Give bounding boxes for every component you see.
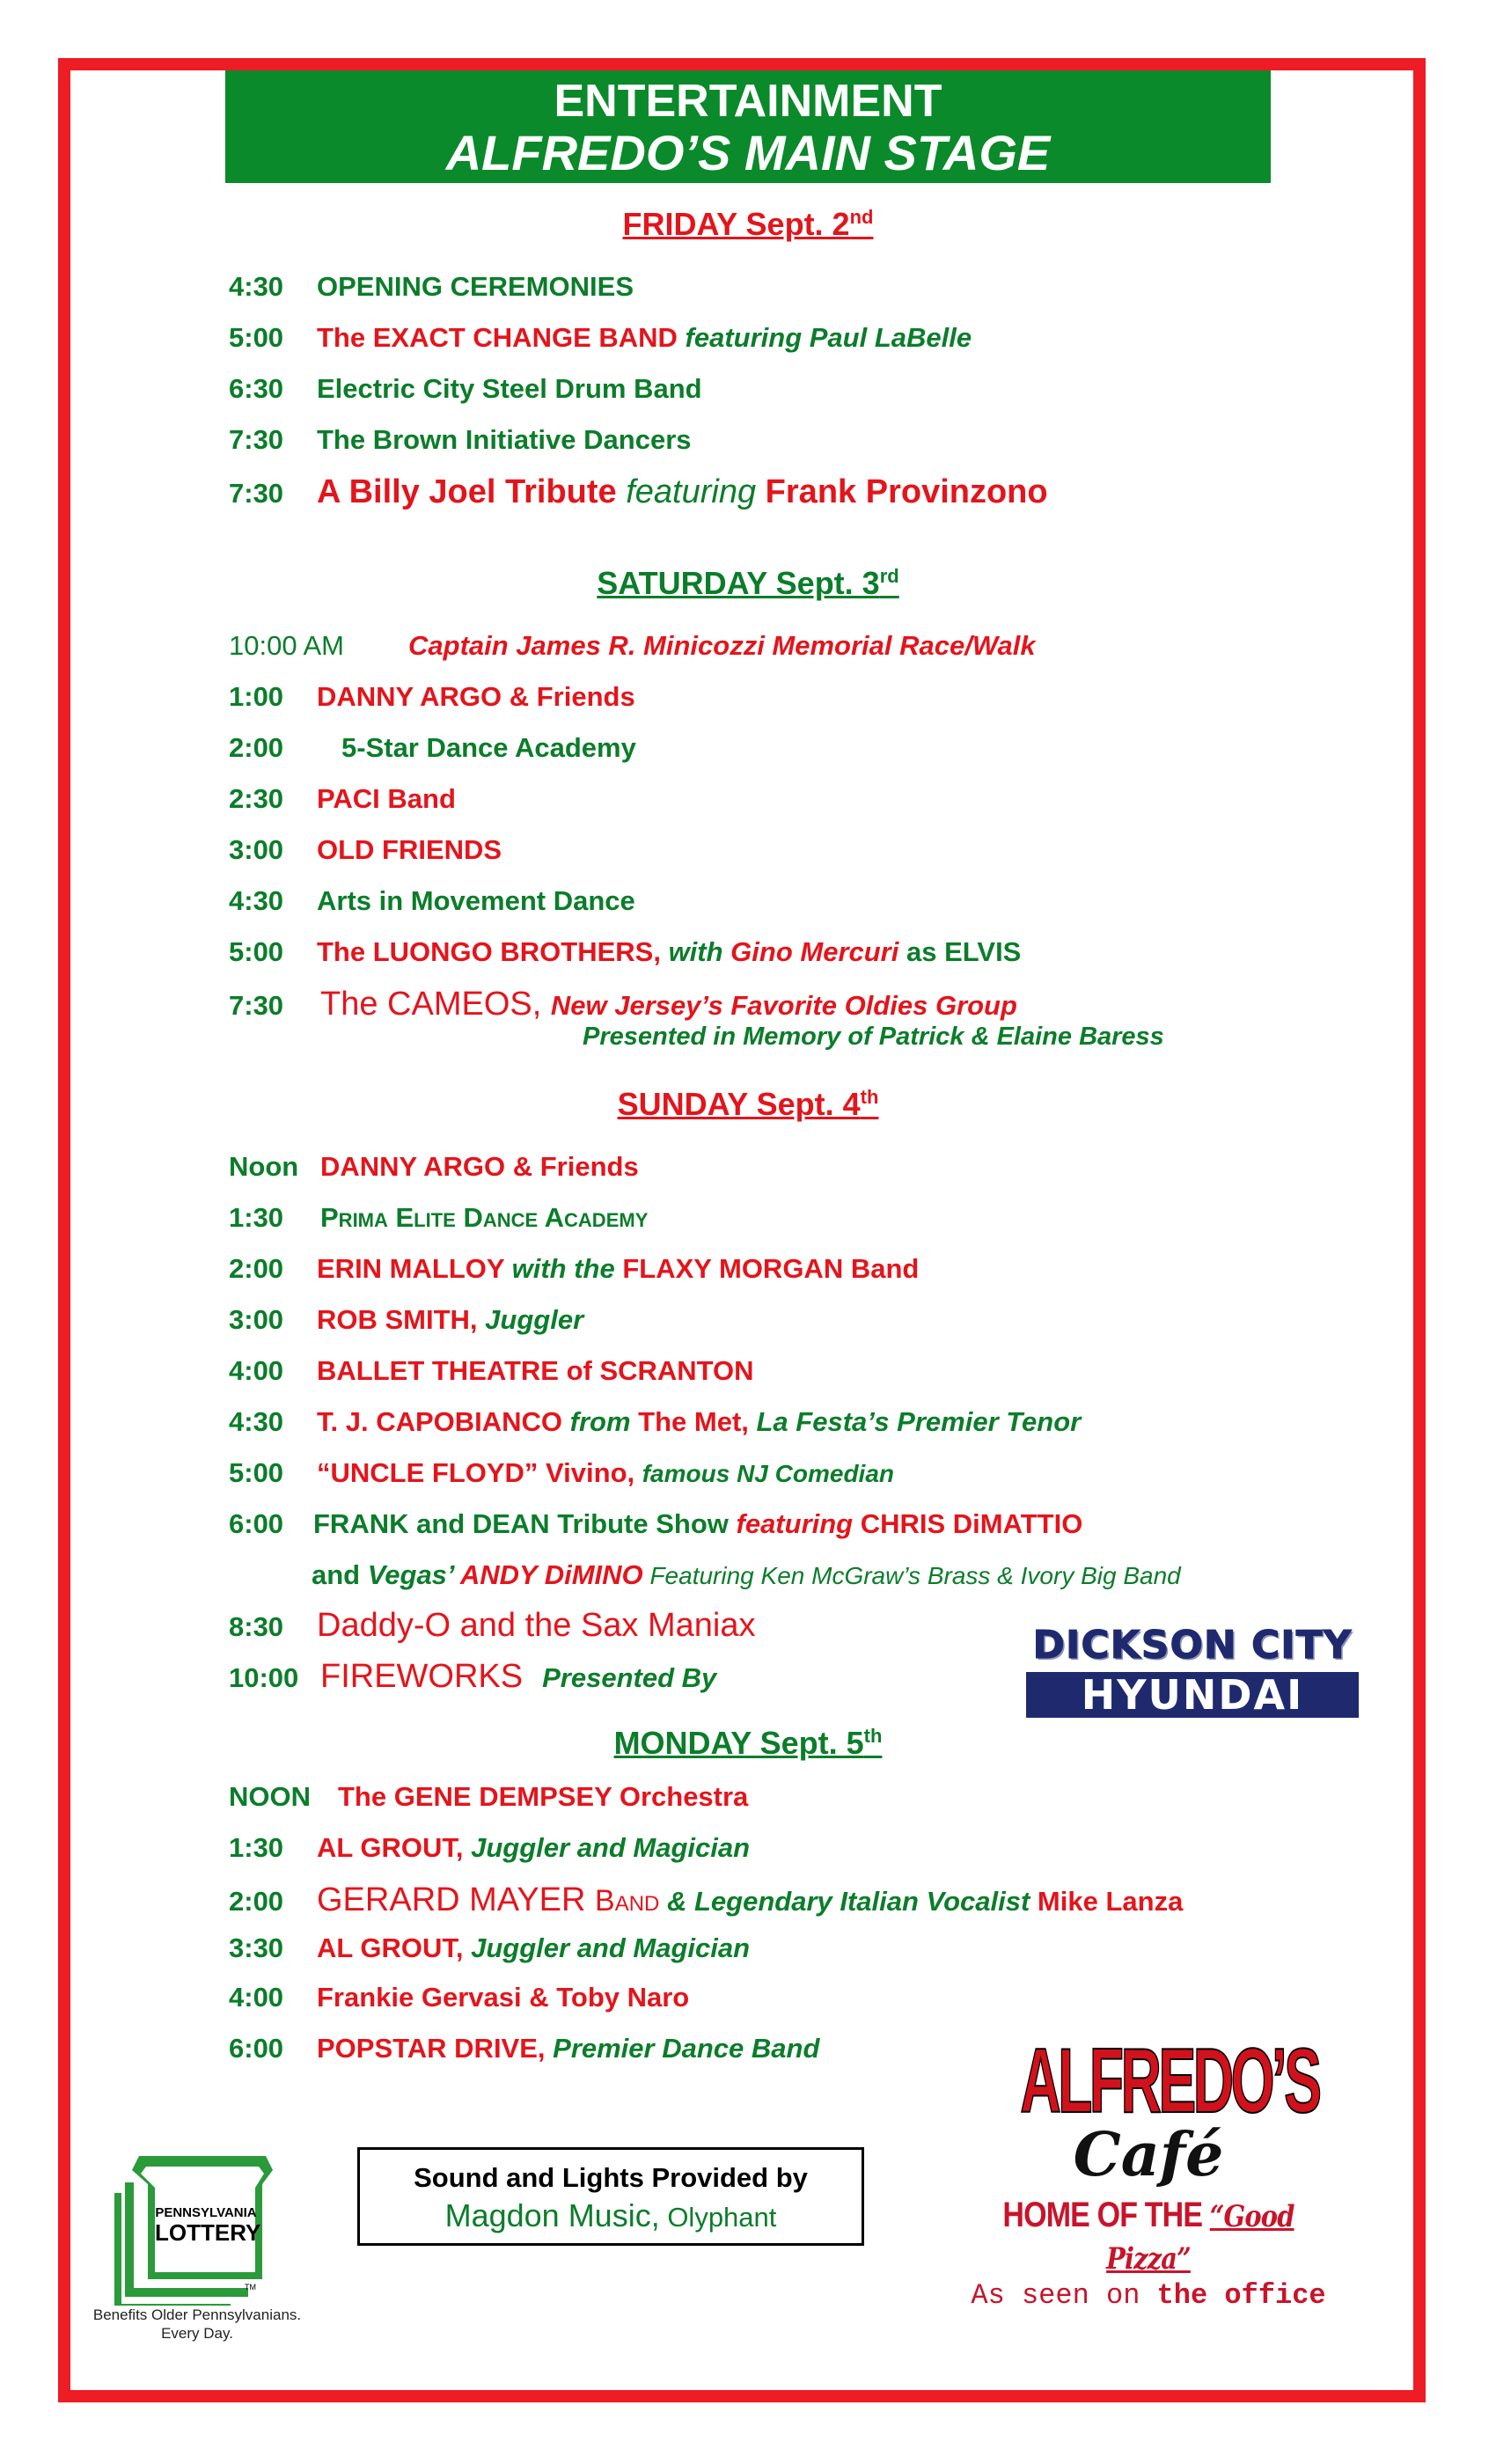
row-time: NOON xyxy=(229,1781,311,1812)
lottery-line2: LOTTERY xyxy=(155,2219,261,2246)
lottery-wordmark xyxy=(155,2205,261,2246)
row-act: Prima Elite Dance Academy xyxy=(320,1202,649,1233)
schedule-row xyxy=(229,783,456,815)
row-act: The GENE DEMPSEY Orchestra xyxy=(338,1781,749,1812)
row-act-extra: ANDY DiMINO xyxy=(459,1559,643,1590)
sound-provider-location: Olyphant xyxy=(659,2202,777,2233)
row-note: Juggler and Magician xyxy=(471,1932,751,1963)
schedule-row xyxy=(229,681,635,713)
lottery-line1: PENNSYLVANIA xyxy=(155,2205,257,2220)
row-time: 4:30 xyxy=(229,271,284,302)
home-of-text: HOME OF THE xyxy=(1002,2196,1210,2234)
row-note: with xyxy=(660,936,731,967)
row-time: 5:00 xyxy=(229,936,284,967)
row-act: POPSTAR DRIVE, xyxy=(317,2033,554,2064)
row-note-extra: Featuring Ken McGraw’s Brass & Ivory Big Band xyxy=(642,1562,1181,1589)
row-act: PACI Band xyxy=(317,783,456,814)
row-note: Premier Dance Band xyxy=(553,2033,820,2064)
row-act: The LUONGO BROTHERS, xyxy=(317,936,661,967)
sponsor-name: DICKSON CITY xyxy=(1032,1623,1353,1668)
schedule-row xyxy=(312,1559,1181,1591)
as-seen-on xyxy=(942,2279,1355,2313)
row-act: and xyxy=(312,1559,368,1590)
schedule-row xyxy=(229,473,1048,511)
row-note: featuring xyxy=(736,1508,861,1539)
schedule-row xyxy=(229,1253,919,1285)
row-act: Arts in Movement Dance xyxy=(317,885,635,916)
row-time: 2:00 xyxy=(229,1253,284,1284)
day-title: SATURDAY Sept. 3 xyxy=(597,565,880,601)
row-act-extra: CHRIS DiMATTIO xyxy=(860,1508,1083,1539)
sponsor-brand: HYUNDAI xyxy=(1026,1672,1359,1718)
day-suffix: th xyxy=(860,1086,879,1108)
row-time: 4:30 xyxy=(229,885,284,916)
row-note-extra: La Festa’s Premier Tenor xyxy=(756,1406,1082,1437)
row-note: famous NJ Comedian xyxy=(642,1460,895,1487)
the-office-text: the office xyxy=(1156,2279,1326,2312)
row-time: 7:30 xyxy=(229,478,284,509)
schedule-row xyxy=(229,1355,754,1387)
day-heading-sunday xyxy=(0,1086,1496,1123)
row-act: The Brown Initiative Dancers xyxy=(317,424,692,455)
header-banner xyxy=(225,70,1271,183)
day-heading-friday xyxy=(0,206,1496,243)
cafe-script: Café xyxy=(1073,2120,1224,2190)
schedule-row xyxy=(229,885,635,917)
row-time: 3:00 xyxy=(229,1304,284,1335)
day-suffix: rd xyxy=(879,565,899,587)
row-act-suffix: Band xyxy=(595,1884,660,1918)
lottery-tagline xyxy=(92,2306,303,2343)
schedule-row xyxy=(229,271,634,303)
row-act: The EXACT CHANGE BAND xyxy=(317,322,686,353)
trademark-mark: TM xyxy=(245,2283,256,2292)
sound-provider xyxy=(360,2197,862,2234)
sound-credit-box xyxy=(357,2147,864,2246)
row-act-extra: Gino Mercuri xyxy=(730,936,899,967)
row-act: Electric City Steel Drum Band xyxy=(317,373,702,404)
schedule-row xyxy=(229,1881,1183,1919)
row-dedication: Presented in Memory of Patrick & Elaine Baress xyxy=(583,1023,1164,1051)
day-suffix: nd xyxy=(849,206,874,228)
row-note: & Legendary Italian Vocalist xyxy=(659,1886,1038,1917)
day-suffix: th xyxy=(863,1725,883,1747)
schedule-row xyxy=(229,630,1036,662)
row-act: AL GROUT, xyxy=(317,1932,472,1963)
row-act-extra: Mike Lanza xyxy=(1037,1886,1184,1917)
row-act: FRANK and DEAN Tribute Show xyxy=(313,1508,737,1539)
row-act: “UNCLE FLOYD” Vivino, xyxy=(317,1457,642,1488)
row-time: 6:00 xyxy=(229,2033,284,2064)
row-time: 4:30 xyxy=(229,1406,284,1437)
row-act: T. J. CAPOBIANCO xyxy=(317,1406,570,1437)
schedule-row xyxy=(229,1982,689,2013)
day-title: SUNDAY Sept. 4 xyxy=(617,1086,861,1122)
schedule-row xyxy=(229,1406,1081,1438)
schedule-row xyxy=(229,1658,716,1696)
dickson-city-hyundai-logo xyxy=(1026,1624,1359,1718)
row-act-extra: Frank Provinzono xyxy=(756,473,1048,510)
schedule-row xyxy=(229,2033,819,2064)
row-time: 5:00 xyxy=(229,1457,284,1488)
row-time: 1:00 xyxy=(229,681,284,712)
row-time: 2:00 xyxy=(229,732,284,763)
row-time: 7:30 xyxy=(229,424,284,455)
row-time: 4:00 xyxy=(229,1982,284,2013)
row-act-extra: The Met, xyxy=(638,1406,757,1437)
row-act: Frankie Gervasi & Toby Naro xyxy=(317,1982,690,2013)
row-act: The CAMEOS, xyxy=(320,986,551,1023)
row-time: 2:30 xyxy=(229,783,284,814)
day-heading-saturday xyxy=(0,565,1496,602)
row-time: 3:30 xyxy=(229,1932,284,1963)
sound-credit-text: Sound and Lights Provided by xyxy=(414,2162,808,2193)
row-act: GERARD MAYER xyxy=(317,1881,596,1918)
row-note: New Jersey’s Favorite Oldies Group xyxy=(550,990,1017,1021)
row-note-extra: as ELVIS xyxy=(898,936,1022,967)
row-act: OLD FRIENDS xyxy=(317,834,502,865)
schedule-row xyxy=(229,1832,750,1864)
schedule-row-dedication xyxy=(583,1023,1164,1052)
row-time: 8:30 xyxy=(229,1611,284,1642)
row-act: OPENING CEREMONIES xyxy=(317,271,634,302)
row-act: DANNY ARGO & Friends xyxy=(320,1151,639,1182)
day-heading-monday xyxy=(0,1725,1496,1762)
schedule-row xyxy=(229,986,1017,1023)
row-time: 3:00 xyxy=(229,834,284,865)
schedule-row xyxy=(229,1932,750,1964)
row-act: AL GROUT, xyxy=(317,1832,472,1863)
row-note: featuring Paul LaBelle xyxy=(685,322,972,353)
row-act: Captain James R. Minicozzi Memorial Race/Walk xyxy=(408,630,1036,661)
lottery-tagline-1: Benefits Older Pennsylvanians. xyxy=(92,2306,302,2323)
row-act: 5-Star Dance Academy xyxy=(341,732,636,763)
row-time: 6:30 xyxy=(229,373,284,404)
row-act: ERIN MALLOY xyxy=(317,1253,512,1284)
lottery-tagline-2: Every Day. xyxy=(161,2325,233,2342)
header-title: ENTERTAINMENT xyxy=(554,76,942,127)
row-note: Presented By xyxy=(542,1662,717,1693)
schedule-row xyxy=(229,373,702,405)
row-time: 10:00 AM xyxy=(229,630,344,661)
row-note: Juggler and Magician xyxy=(471,1832,751,1863)
sound-provider-name: Magdon Music, xyxy=(444,2197,660,2233)
row-time: 1:30 xyxy=(229,1202,284,1233)
row-time: 4:00 xyxy=(229,1355,284,1386)
row-act: BALLET THEATRE of SCRANTON xyxy=(317,1355,754,1386)
alfredos-wordmark: ALFREDO’S xyxy=(1020,2030,1319,2132)
row-act: FIREWORKS xyxy=(320,1658,524,1695)
as-seen-text: As seen on xyxy=(971,2279,1157,2312)
schedule-row xyxy=(229,936,1021,968)
row-time: 6:00 xyxy=(229,1508,284,1539)
row-time: 1:30 xyxy=(229,1832,284,1863)
home-of-good-pizza xyxy=(972,2195,1324,2279)
row-act-extra: FLAXY MORGAN Band xyxy=(622,1253,920,1284)
schedule-row xyxy=(229,732,636,764)
row-note: with the xyxy=(511,1253,623,1284)
good-pizza-text: “Good Pizza” xyxy=(1106,2199,1294,2277)
schedule-row xyxy=(229,834,502,866)
row-time: 2:00 xyxy=(229,1886,284,1917)
schedule-row xyxy=(229,322,972,354)
pennsylvania-lottery-logo xyxy=(92,2147,302,2346)
row-note: from xyxy=(569,1406,639,1437)
schedule-row xyxy=(229,1781,748,1813)
schedule-row xyxy=(229,1508,1082,1540)
schedule-row xyxy=(229,424,692,456)
schedule-row xyxy=(229,1304,583,1336)
schedule-row xyxy=(229,1151,639,1183)
row-time: 7:30 xyxy=(229,990,284,1021)
schedule-row xyxy=(229,1457,894,1489)
schedule-row xyxy=(229,1202,648,1234)
row-act: ROB SMITH, xyxy=(317,1304,486,1335)
row-act: DANNY ARGO & Friends xyxy=(317,681,635,712)
row-time: Noon xyxy=(229,1151,299,1182)
row-time: 5:00 xyxy=(229,322,284,353)
day-title: MONDAY Sept. 5 xyxy=(613,1725,864,1761)
row-act: A Billy Joel Tribute xyxy=(317,473,627,510)
alfredos-cafe-logo xyxy=(942,2030,1355,2314)
day-title: FRIDAY Sept. 2 xyxy=(622,206,850,242)
row-note: Vegas’ xyxy=(367,1559,460,1590)
header-subtitle: ALFREDO’S MAIN STAGE xyxy=(445,125,1051,180)
row-act: Daddy-O and the Sax Maniax xyxy=(317,1607,756,1644)
row-time: 10:00 xyxy=(229,1662,299,1693)
row-note: featuring xyxy=(626,473,757,510)
row-note: Juggler xyxy=(485,1304,584,1335)
schedule-row xyxy=(229,1607,756,1645)
